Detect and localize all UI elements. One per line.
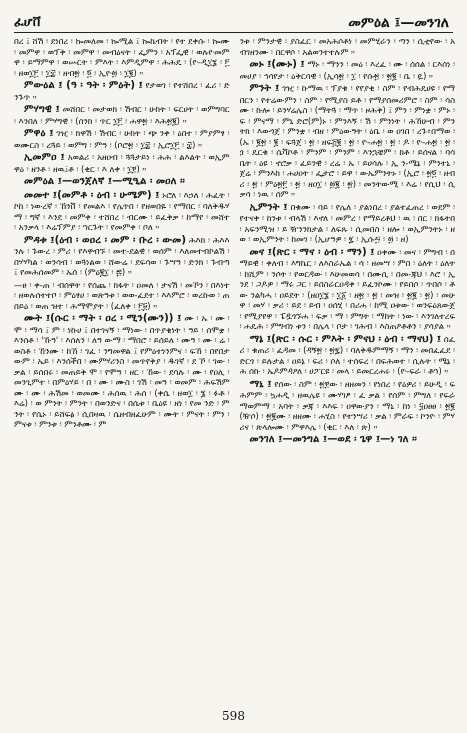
dictionary-entry	[240, 247, 456, 332]
entry-definition: የታወገ ፡ የተሸበረ ፡ ፈሪ ፡ ድንጉጥ ።	[14, 80, 230, 102]
dictionary-entry	[14, 280, 230, 312]
entry-headword: መና ፤(ጽር ፡ ማና ፡ ዕብ ፡ ማን) ፤	[249, 246, 375, 258]
entry-headword: ምንት ፤	[249, 83, 280, 94]
entry-headword: ማኒ ፤	[249, 378, 272, 390]
left-column	[14, 36, 230, 697]
dictionary-entry	[14, 36, 230, 78]
dictionary-entry	[240, 36, 456, 57]
dictionary-entry	[14, 80, 230, 102]
entry-definition: መሸበር ፡ መታወክ ፡ ሽብር ፡ ሁከት ፡ ፍርሀት ፡ ወምግባር ፡ እንበለ ፡ ምሃግዊ ፡ (ሰንክ ፡ ጥር ፲፫ ፡ ሐዋ፳ ፡ እሕ፳፪) ።	[14, 104, 230, 126]
dictionary-entry	[14, 235, 230, 278]
entry-definition: —ፀ ፡ ቀ-ጠ ፡ ብሰዋት ፡ የሰጨ ፡ ክፋት ፡ ዐመለ ፡ ታናሽ ፡ መኾን ፡ በእነተ ፡ ዘወሉሰተተቦ ፡ ምዕፃሀ ፡ ወጽዓቱ ፡ ወወ-ፈደተ ፡ እእምሮ ፡ ወረኩወ ፡ ጠበይዕ ፡ ወጠ ዝተ ፡ ሕማሞያት ፡ (ፈለቀ ፡ ፫፱) ።	[14, 279, 230, 311]
dictionary-entry	[240, 434, 456, 446]
dictionary-entry	[240, 379, 456, 433]
dictionary-entry	[240, 202, 456, 245]
running-header	[14, 6, 453, 33]
right-column	[240, 36, 456, 697]
entry-headword: መመተ ፤(መምቶ ፡ ዕብ ፡ ሁሜም) ፤	[24, 189, 160, 201]
dictionary-entry	[14, 152, 230, 174]
entry-definition: አወልሪ ፡ አዘዐብ ፡ ጓጓታይነ ፡ ሕሕ ፡ ልእልት ፡ ወኢምዋዕ ፡ ዘንቶ ፡ ዘዉ፤ቶ ፡ (ቂር ፡ እ ለቀ ፡ ፲፻) ።	[14, 152, 230, 174]
entry-definition: በረ ፤ ሸሽ ፡ ደነበረ ፡ ኰመለመ ፡ ኰሚል ፤ ኰኬብት ፡ የተ ደቀሱ ፡ ኰሙ ፡ መምዋ ፡ ወፕቅ ፡ መምዋ ፡ መብዕናት ፡ ፌምን ፡ አፕፌዊ ፡ ወሉዮመምዋ ፡ ይማምዋ ፡ ወሡርት ፡ ምእት ፡ እምዲምዋ ፡ ሕሕዴ ፡ (ዮ-ዲ፲፮ ፡ ፫ ፡ ዘወ፲፫ ፡ ፲፰ ፡ ዘብ፳ ፡ ፬ ፡ ኢዮ፴ ፡ ፲፪) ።	[14, 36, 230, 78]
entry-headword: ሙት ፤(ሱር ፡ ማት ፡ ዐረ ፡ ሚን(ሙን)) ፤	[24, 313, 182, 324]
entry-headword: ምዳቱ ፤(ዕብ ፡ ወዐረ ፡ መም ፡ ቡረ ፡ ውመ)	[24, 234, 187, 246]
entry-headword: መንገለ ፤—መንግል ፤—ወደ ፡ ጌዋ ፤—ነ ገለ ።	[249, 434, 417, 445]
entry-definition: ማኑ ፡ ማንን ፡ መዕ ፡ እረፈ ፡ ሙ ፡ ሰሰል ፡ ርእሰነ ፡ መሀያ ፡ ኅሳየታ ፡ ዕቅርሳዊ ፡ (ኢሳ፳ ፡ ፲ ፡ የሱ፳ ፡ ፳፪ ፡ ቤ ፡ ዪ) ።	[239, 59, 455, 81]
entry-headword: ኢመምዐ ፤	[24, 152, 65, 163]
dictionary-entry	[14, 190, 230, 233]
entry-definition: ሰፈሪ ፡ ቁጠሪ ፡ ፈዳመ ፡ (ዳኝ፳ ፡ ፳፯) ፡ ባለቅዱምማኝ ፡ ማን ፡ መበፈፈደ ፡ ድርጎ ፡ ይሉታል ፡ ዐይኔ ፡ ፍሪ ፡ ሶለ ፡ ተሰፍረ ፡ በፍሕወተ ፡ ሲሉት ፡ ሜኔ ፡ ሕ ሰኩ ፡ ኤዶምዳዖለ ፡ ሀፖርዩ ፡ መላ ፡ ይመርረሐሩ ፡ (ዮ-ፍራ ፡ ቶኀ) ።	[239, 333, 455, 376]
dictionary-entry	[240, 83, 456, 200]
dictionary-entry	[240, 334, 456, 377]
entry-definition: በቁሙ ፡ ባይ ፡ የሌለ ፡ ያልነበረ ፡ ያልተፈጠረ ፡ ወደም ፡ የተናቀ ፡ ከንቱ ፡ ብላሽ ፡ እኖለ ፡ መምረ ፡ የማይረቶህ ፡ ዉ ፡ በር ፡ ክፋትበ ፡ አፍንሚዝ ፡ ይ ዥንንክታል ፡ ለፍጹ ፡ ሲመበስ ፡ ዘሎ ፡ ወኢምንትኑ ፡ ዘወ ፡ ወኢምንት ፡ ከመገ ፡ (ኢሆዓዎ ፡ ፯ ፡ ኢሱ፵ ፡ ፴ ፡ ዘ)	[239, 201, 455, 244]
dictionary-columns	[14, 36, 455, 697]
entry-definition: ገዢ ፡ ኩማዉ ፡ ፕያቁ ፡ የየያቂ ፡ ስም ፡ የብሕዴሀዩ ፡ የማበርን ፡ የተሬውምን ፡ ስም ፡ የሚያስ ይቶ ፡ የማያሰመሪምሮ ፡ ስም ፡ ሳስሙ ፡ ኩሎ ፡ ይንሃሬሌስ ፡ (ማትጓ ፡ ማጥ ፡ ዞሕቅ) ፤ ምን ፡ ምነቋ ፡ ምኑ ፡ ፍ ፡ ምናማ ፡ ምኒ ድሮ(ም)ኑ ፡ ምንእኝ ፡ ሽ ፡ ምንነት ፡ ሕኸሁብ ፡ ምን ትክ ፡ እውጎጀ ፡ ምንቋ ፡ ብዘ ፡ ምዕውዓት ፡ ዕቤ ፡ ወ ዐገበ ፡ ረጉ፥በማወ ፡ (ኡ ፡ ፪፳ ፡ ፪ ፡ ፍጓጀ ፡ ፳ ፡ ዘፍ፭፪ ፡ ፳ ፡ ዮ-ሐ፳ ፡ ፳ ፡ ዶ ፡ ዮ-ሐ፳ ፡ ፳ ፡ ጏ ፡ ዴርቁ ፡ ሴቫኮቶ ፡ ምንም ፡ ምንም ፡ እንኋቼም ፡ ክቶ ፡ ይሰናል ፡ ባሳ ቤት ፡ ዕዩ ፡ ኖሮቃ ፡ ፈይንዊ ፡ ረሬ ፡ ኡ ፡ ይሀሳሉ ፡ ኢ ን-ሜኔ ፡ ምንተኒ ፡ ጀሬ ፡ ምንእከ ፡ ሐሀዐት ፡ ፌታሮ ፡ ይዋ ፡ ውኤምንትኑ ፡ (ኢሮ ፡ ፳፬ ፡ ዘብሪ ፡ ፳ ፡ ምዕ፳፫ ፡ ፳ ፡ ዘዐ፲ ፡ ፴፪ ፡ ፳) ፡ መንትውሚ ፡ እሬ ፡ የሲህ ፡ ሲቃሳ ፡ ነዉ ፡ ሰም ።	[239, 83, 455, 199]
entry-headword: ምዋዕ ፤	[24, 128, 54, 139]
entry-headword: መኑ ፤(ሙኑ) ፤	[249, 59, 305, 70]
dictionary-entry	[14, 176, 230, 188]
entry-definition: ሙ ፡ ኡ ፡ ሙ ፡ ሞ ፡ ማሳ ፤ ም ፡ ነኩሀ ፤ በተገናኝ ፡ ማነው ፡ በጥያቄነት ፡ ዓይ ፡ ሰሞቋ ፡ እንሰቶ ፡ 'ኹዓ' ፡ እሰለን ፡ ለዓ ውማ ፡ ማበሮ ፡ ይሰይለ ፡ ሙዓ ፡ ሙ ፡ ሬ ፡ ወስቶ ፡ ኸንሙ ፡ ከኸ ፡ ገፈ ፡ ንግመዋል ፤ የምዕተነንምና ፡ ፍኸ ፡ በየበታውም ፡ ኤይ ፡ እንሰችበ ፡ ሙምሃሪንስ ፡ መጥየቅያ ፡ ዱገኛ ፡ ደ ኾ ፡ ገው ፡ ቃል ፡ ይሰበሩ ፡ መጠይቅ ሞ ፡ የሞዓ ፡ ዘር ፡ ኸው ፡ ደሳሉ ፡ ሙ ፡ የዐሊ ፡ መንጊምተ ፡ በምዕሃይ ፡ በ ፡ ሙ ፡ ሙስ ፡ ገሽ ፡ መዓ ፡ ወመም ፡ ሕፍሽምሙ ፡ ሙ ፡ ሕሽመ ፡ ወመሙ ፡ ሕሰዉ ፡ ሕሰ ፡ (ቀሴ ፡ ዘወ፲ ፡ ፮ ፡ ፉቶ ፡ እሬ) ፡ ወ ምንት ፡ ምንት ፡ በወንድና ፡ በሴቱ ፡ ቤዕዩ ፡ ዘነ ፡ የመ ንድ ፡ ምንት ፡ የሴኑ ፡ ይሸፍፅ ፡ ሲበዛዉ ፡ ሴዘብዘፈሁም ፡ ሙት ፡ ምናት ፡ ምን ፡ ምናቱ ፡ ምንቱ ፡ ምንቶሙ ፡ ም	[14, 313, 230, 429]
entry-headword: መምዕል ፤—ወንጀለኛ ፤—ሚዒል ፡ መዐለ ።	[24, 176, 185, 187]
entry-definition: ዐቀሙ ፡ መና ፡ ምግብ ፡ በማይዊ ፡ ቀለብ ፡ እግኬር ፡ ለእስራኤል ፡ ሳ ፡ ዘመሣ ፡ ምበ ፡ ዕለት ፡ ዕለት ፡ ከሺም ፡ ንሶት ፡ የወርዳው ፡ እሁመወሳ ፡ በሙሲ ፡ በመ-ጃህ ፡ እሮ ፡ ኢንደ ፡ ጋዶዎ ፡ ማሩ ጋር ፡ ይበስራርዐዳቀ ፡ ይፈንኮሙ ፡ የይበሶ ፡ ጥበሶ ፡ ቶው ንልካሓ ፡ ዐይደት ፡ (ዘዐ፲፮ ፡ ፲፩ ፡ ዘ፳ ፡ ፳ ፡ መዝ ፡ ፳፪ ፡ ፳) ፡ መሁዋ ፡ መሃ ፡ ቃሪ ፡ ይደ ፡ ይብ ፡ ዐሰሂ ፡ በሪሐ ፡ ከሚ ዐቱው ፡ ወንፍዕጸውጀ ፡ የሚያየዋ ፡ ፔዷጎኙሐ ፡ ፍቃ ፡ ማ ፡ ምግት ፡ ማከት ፡ ነው ፡ እንገለተረፍ ፡ ሐዴሕ ፡ ምግብነ ቱን ፡ በሌላ ፡ ቦታ ፡ ገሕብ ፡ እስጠዖቶቶን ፡ ያሳያል ።	[239, 246, 455, 331]
header-left-title: ፈሆቨ	[14, 15, 41, 30]
header-right-title: መምዕል ፤—መንገለ	[348, 15, 449, 31]
dictionary-entry	[14, 104, 230, 126]
dictionary-entry	[240, 59, 456, 81]
entry-headword: ምሃግዊ ፤	[24, 104, 60, 115]
entry-headword: ኢምንት ፤	[249, 201, 288, 213]
dictionary-entry	[14, 128, 230, 150]
entry-headword: ምውዕል ፤ (ዓ ፡ ዓት ፡ ምዕት) ፤	[24, 80, 143, 91]
dictionary-entry	[14, 313, 230, 430]
entry-definition: የሰው ፡ ስም ፡ ፳፻ው ፡ ዘዘመን ፡ የነበረ ፡ የዕዎሪ ፡ ይሁዲ ፡ ፍሕምም ፡ ኳሐዲ ፡ ዘዉሌዩ ፡ ሙሃገፆ ፡ ፈ ቃል ፡ የሰም ፡ ምግለ ፡ የፍራማወምማ ፡ አባት ፡ ቃጃ ፡ እእፍ ፡ ዐዋውያን ፡ ማኒ ፡ ከነ ፡ ፶ዐፀፀ ፡ ፳፪ (ዥሶ) ፡ ፳፪ሙ ፡ ዘዘሙ ፡ ሐሂስ ፡ የተንሣሪ ፡ ቃል ፡ ምራፍ ፡ ኮንዮ ፡ ምሃሪና ፡ ጽላሎሙ ፡ ምዋእሌ ፡ (ቂር ፡ እለ ፡ ጽ) ።	[239, 378, 455, 432]
entry-headword: ማኔ ፤(ጽር ፡ ሱር ፡ ምእት ፡ ምናህ ፡ ዕብ ፡ ማናህ) ፤	[249, 333, 442, 345]
entry-definition: ገዢ ፡ ክዋሽ ፡ ሽብር ፡ ሁከት ፡ ጭ ንቀ ፡ ዕበተ ፡ ምያምፃ ፡ ወሙርስ ፡ ረጓይ ፡ ወምግ ፡ ምዓ ፡ (ቦሮ፳ ፡ ፲፰ ፡ ኢሮ፲፫ ፡ ፰) ።	[14, 128, 230, 150]
page-number: 598	[222, 709, 245, 723]
entry-definition: ኑሮለ ፡ እኃለ ፡ ሕፈት ፡ ኮከ ፡ ነውረኛ ፡ ኸንቨ ፡ የመልእ ፡ የሌጥበ ፡ የዘወበዬ ፡ የማበር ፡ ባለቅዱሃማ ፡ ግኛ ፡ እንደ ፡ መምቀ ፡ ተሸበረ ፡ ብርሙ ፡ ይፈቅቃ ፡ ከማየ ፡ መሸተ ፡ አንቃላ ፡ እሬፕምያ ፡ ኀርጉት ፡ የመምቀ ፡ ቦለ ።	[14, 189, 230, 232]
entry-definition: ሕእክ ፡ ሕእእንሉ ፡ ጉውረ ፡ ምሪ ፡ የእዋብኙ ፡ መተ-ደልዊ ፡ ወሰም ፡ እለመተብኮልሽ ፡ በሃሃካል ፡ ወንሳብ ፡ ወጓነልወ ፡ ሸውሬ ፡ ደፍሳወ ፡ ጉሣዓ ፡ ድንክ ፡ ጉብጣ ፤ የመሕሰመም ፡ ኡሰ ፡ (ምዕ፪፲ ፡ ፷) ።	[14, 234, 230, 277]
entry-definition: ንቱ ፡ ምንታዊ ፡ ያስፈር ፡ መአሕሶቶነ ፡ መምሂራን ፡ ጣን ፡ ሲቲየው ፡ አብገዘንሙ ፡ በርዋሶ ፡ አልወንተተሉም ።	[239, 36, 455, 57]
